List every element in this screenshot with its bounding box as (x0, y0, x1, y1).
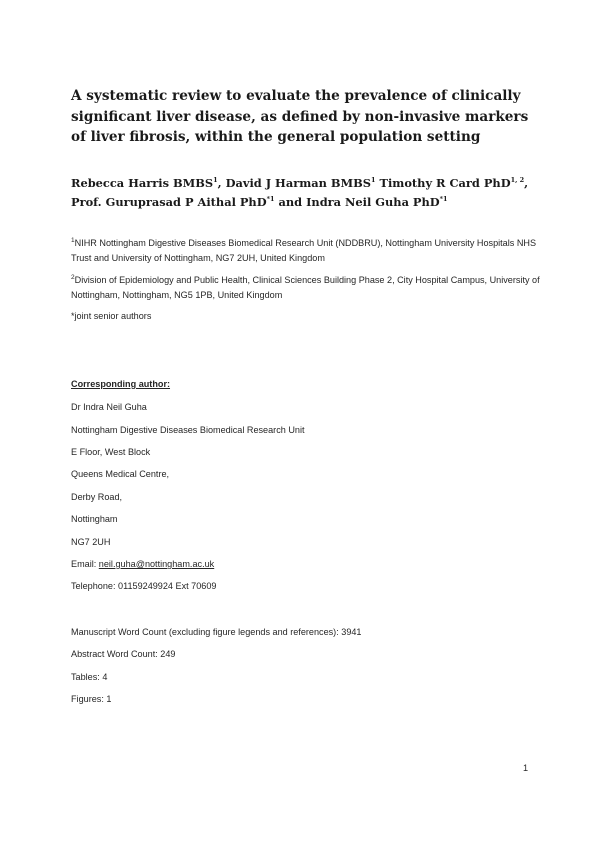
address-line: Nottingham (71, 514, 118, 524)
manuscript-word-count: Manuscript Word Count (excluding figure legends and references): 3941 (71, 627, 362, 637)
email-link[interactable]: neil.guha@nottingham.ac.uk (98, 559, 215, 569)
affiliation-marker: 2 (71, 273, 75, 281)
author-name: Indra Neil Guha PhD (306, 194, 440, 209)
joint-senior-note: *joint senior authors (71, 311, 152, 321)
paper-title: A systematic review to evaluate the prevalence of clinically significant liver disease, as defined by non-invasive markers of liver fibrosis, within the general population setting (71, 88, 529, 145)
affiliation-2 (71, 273, 541, 302)
corresponding-name: Dr Indra Neil Guha (71, 402, 147, 412)
affiliation-text: Division of Epidemiology and Public Health, Clinical Sciences Building Phase 2, City Hospital Campus, University of Nottingham, Nottingham, NG5 1PB, United Kingdom (71, 275, 540, 300)
figures-count: Figures: 1 (71, 694, 112, 704)
author-affiliation-marker: *1 (266, 194, 275, 203)
corresponding-heading: Corresponding author: (71, 379, 171, 389)
author-affiliation-marker: 1 (370, 176, 376, 185)
author-affiliation-marker: 1 (213, 176, 218, 185)
author-affiliation-marker: *1 (439, 194, 448, 203)
author-list (71, 174, 541, 211)
author-separator: and (274, 194, 307, 209)
address-line: NG7 2UH (71, 537, 111, 547)
author-name: David J Harman BMBS (225, 176, 371, 190)
author-name: Rebecca Harris BMBS (71, 176, 214, 190)
author-affiliation-marker: 1, 2 (510, 176, 525, 185)
address-line: Queens Medical Centre, (71, 469, 170, 479)
page-number: 1 (523, 763, 529, 773)
author-separator: , (217, 176, 226, 190)
telephone-line: Telephone: 01159249924 Ext 70609 (71, 581, 217, 591)
email-label: Email: (71, 559, 99, 569)
author-name: Timothy R Card PhD (379, 176, 511, 190)
affiliation-marker: 1 (71, 236, 75, 244)
abstract-word-count: Abstract Word Count: 249 (71, 649, 176, 659)
email-line (71, 559, 214, 569)
affiliation-text: NIHR Nottingham Digestive Diseases Biomedical Research Unit (NDDBRU), Nottingham University Hospitals NHS Trust and University of Nottingham, NG7 2UH, United Kingdom (71, 238, 537, 263)
affiliation-1 (71, 236, 541, 265)
address-line: E Floor, West Block (71, 447, 151, 457)
address-line: Nottingham Digestive Diseases Biomedical Research Unit (71, 425, 305, 435)
tables-count: Tables: 4 (71, 672, 108, 682)
author-separator: , Prof. (71, 176, 529, 209)
author-name: Guruprasad P Aithal PhD (105, 194, 267, 209)
address-line: Derby Road, (71, 492, 123, 502)
